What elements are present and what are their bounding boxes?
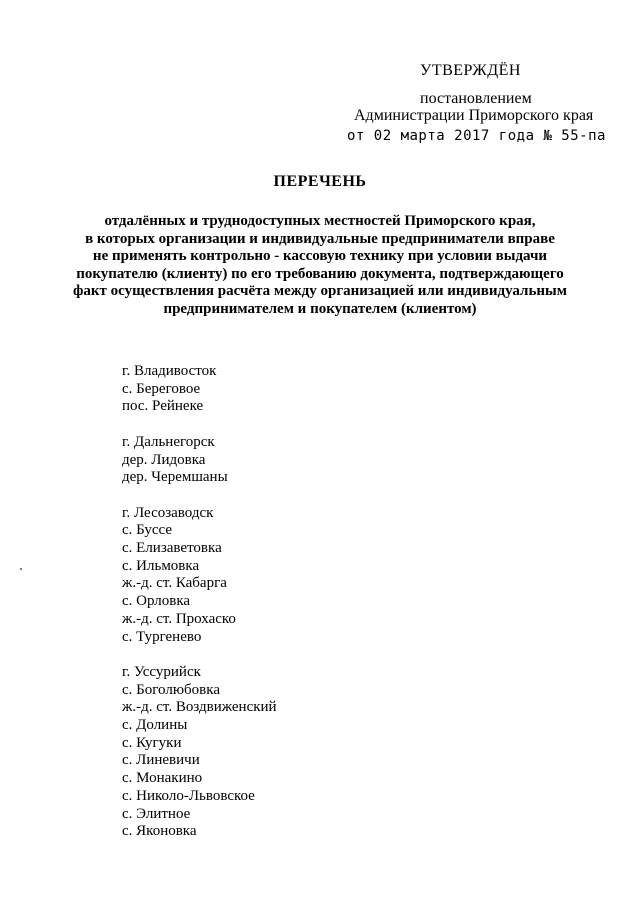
place-item: дер. Черемшаны: [122, 469, 228, 486]
place-item: с. Тургенево: [122, 628, 202, 645]
places-group-ussuriysk: [122, 664, 542, 841]
approval-title: УТВЕРЖДЁН: [420, 62, 521, 79]
place-item: с. Буссе: [122, 522, 173, 539]
place-item: с. Береговое: [122, 380, 201, 397]
place-item: с. Кугуки: [122, 734, 182, 751]
places-group-vladivostok: [122, 363, 542, 416]
approval-date-number: от 02 марта 2017 года № 55-па: [347, 128, 606, 144]
subtitle-line: отдалённых и труднодоступных местностей Приморского края,: [104, 213, 536, 229]
subtitle-line: факт осуществления расчёта между организацией или индивидуальным: [73, 283, 567, 300]
place-item: с. Николо-Львовское: [122, 787, 255, 804]
subtitle-line: предпринимателем и покупателем (клиентом): [163, 300, 477, 317]
place-item: пос. Рейнеке: [122, 398, 204, 415]
place-item: с. Ильмовка: [122, 557, 200, 574]
document-title: ПЕРЕЧЕНЬ: [273, 173, 367, 190]
place-item: г. Уссурийск: [122, 663, 201, 680]
places-group-lesozavodsk: [122, 505, 542, 647]
subtitle-line: покупателю (клиенту) по его требованию документа, подтверждающего: [76, 265, 564, 282]
approval-line-2: Администрации Приморского края: [354, 107, 594, 124]
place-item: г. Владивосток: [122, 363, 217, 379]
place-item: с. Яконовка: [122, 823, 197, 840]
place-item: с. Орловка: [122, 593, 191, 610]
place-item: с. Елизаветовка: [122, 540, 222, 556]
place-item: дер. Лидовка: [122, 451, 206, 468]
places-group-dalnegorsk: [122, 434, 542, 487]
document-subtitle: [0, 213, 640, 319]
place-item: с. Монакино: [122, 770, 203, 787]
place-item: ж.-д. ст. Кабарга: [122, 575, 227, 592]
subtitle-line: не применять контрольно - кассовую технику при условии выдачи: [92, 248, 548, 265]
place-item: с. Линевичи: [122, 752, 200, 769]
subtitle-line: в которых организации и индивидуальные предприниматели вправе: [85, 230, 555, 247]
place-item: с. Долины: [122, 717, 188, 734]
place-item: ж.-д. ст. Прохаско: [122, 610, 236, 627]
place-item: г. Лесозаводск: [122, 504, 214, 521]
place-item: ж.-д. ст. Воздвиженский: [122, 699, 277, 716]
places-list: [122, 363, 542, 841]
scan-speck: [20, 568, 22, 570]
place-item: с. Боголюбовка: [122, 681, 220, 698]
place-item: с. Элитное: [122, 805, 191, 822]
place-item: г. Дальнегорск: [122, 433, 215, 450]
approval-line-1: постановлением: [420, 90, 532, 107]
